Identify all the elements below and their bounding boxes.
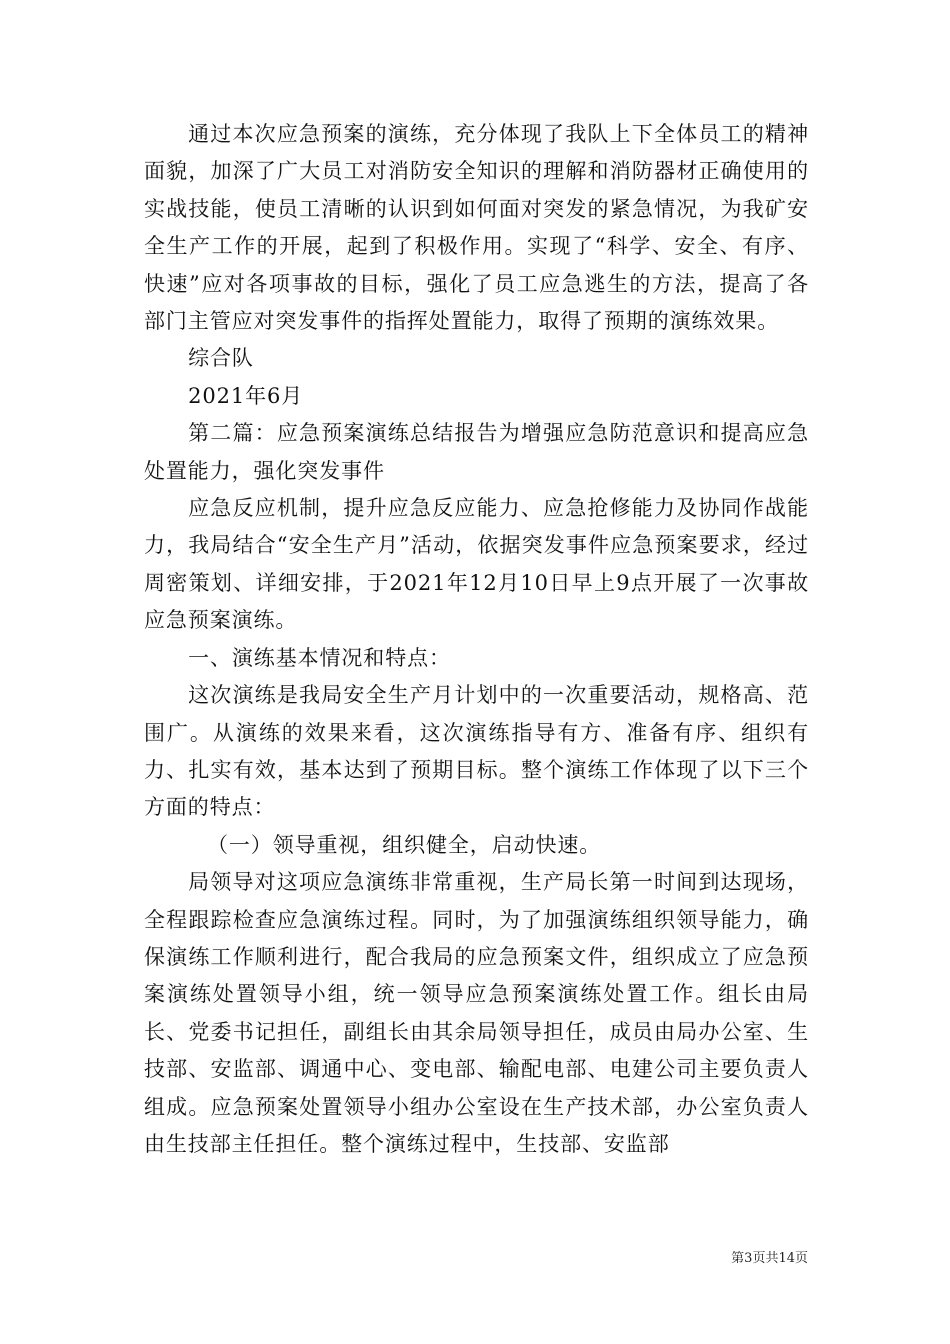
signature-team: 综合队: [188, 346, 254, 371]
paragraph-drill-features: 这次演练是我局安全生产月计划中的一次重要活动，规格高、范围广。从演练的效果来看，这次演练指导有方、准备有序、组织有力、扎实有效，基本达到了预期目标。整个演练工作体现了以下三个方面的特点：: [144, 683, 809, 820]
page-number: 第3页共14页: [731, 1251, 808, 1266]
heading-basic-situation: 一、演练基本情况和特点：: [188, 645, 451, 670]
document-body: [144, 116, 809, 1163]
section-title-part-two: 第二篇：应急预案演练总结报告为增强应急防范意识和提高应急处置能力，强化突发事件: [144, 421, 809, 483]
subheading-leadership: （一）领导重视，组织健全，启动快速。: [207, 832, 602, 857]
signature-date: 2021年6月: [188, 383, 304, 408]
paragraph-drill-summary: 通过本次应急预案的演练，充分体现了我队上下全体员工的精神面貌，加深了广大员工对消防安全知识的理解和消防器材正确使用的实战技能，使员工清晰的认识到如何面对突发的紧急情况，为我矿安全生产工作的开展，起到了积极作用。实现了“科学、安全、有序、快速”应对各项事故的目标，强化了员工应急逃生的方法，提高了各部门主管应对突发事件的指挥处置能力，取得了预期的演练效果。: [144, 122, 809, 334]
paragraph-drill-intro: 应急反应机制，提升应急反应能力、应急抢修能力及协同作战能力，我局结合“安全生产月”活动，依据突发事件应急预案要求，经过周密策划、详细安排，于2021年12月10日早上9点开展了一次事故应急预案演练。: [144, 496, 809, 633]
paragraph-leadership-details: 局领导对这项应急演练非常重视，生产局长第一时间到达现场，全程跟踪检查应急演练过程。同时，为了加强演练组织领导能力，确保演练工作顺利进行，配合我局的应急预案文件，组织成立了应急预案演练处置领导小组，统一领导应急预案演练处置工作。组长由局长、党委书记担任，副组长由其余局领导担任，成员由局办公室、生技部、安监部、调通中心、变电部、输配电部、电建公司主要负责人组成。应急预案处置领导小组办公室设在生产技术部，办公室负责人由生技部主任担任。整个演练过程中，生技部、安监部: [144, 870, 809, 1156]
